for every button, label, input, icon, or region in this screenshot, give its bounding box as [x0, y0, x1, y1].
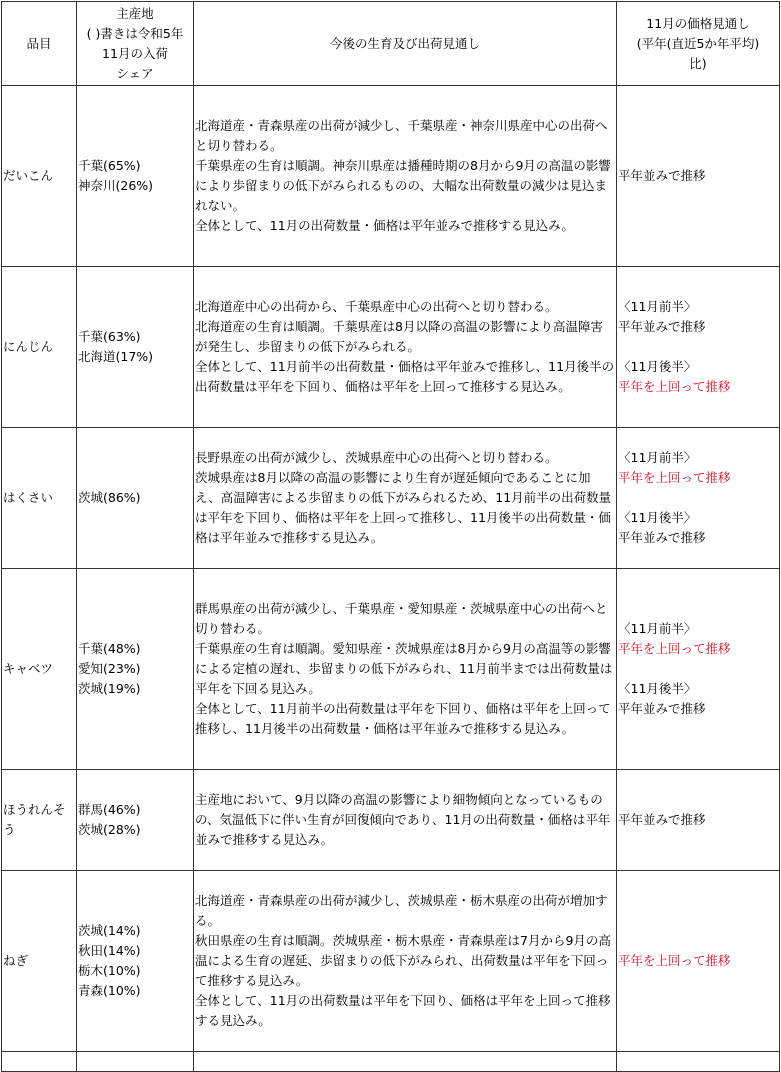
- item-name: キャベツ: [2, 569, 77, 770]
- table-row: [2, 569, 780, 770]
- header-row: [2, 2, 780, 86]
- outlook-text: 北海道産・青森県産の出荷が減少し、茨城県産・栃木県産の出荷が増加する。 秋田県産の生育は順調。茨城県産・栃木県産・青森県産は7月から9月の高温による生育の遅延、歩留まりの低下がみられ、出荷数量は平年を下回って推移する見込み。 全体として、11月の出荷数量は平年を下回り、価格は平年を上回って推移する見込み。: [194, 871, 617, 1052]
- header-outlook: 今後の生育及び出荷見通し: [194, 2, 617, 86]
- header-item: 品目: [2, 2, 77, 86]
- price-outlook: 平年並みで推移: [617, 770, 780, 871]
- price-outlook: 〈11月前半〉 平年を上回って推移 〈11月後半〉 平年並みで推移: [617, 428, 780, 569]
- table-row: [2, 428, 780, 569]
- region-share: 千葉(65%) 神奈川(26%): [77, 86, 194, 267]
- region-share: 群馬(46%) 茨城(28%): [77, 770, 194, 871]
- table-row: [2, 86, 780, 267]
- header-price: 11月の価格見通し (平年(直近5か年平均) 比): [617, 2, 780, 86]
- region-share: 茨城(86%): [77, 428, 194, 569]
- item-name: はくさい: [2, 428, 77, 569]
- table-row: [2, 770, 780, 871]
- price-outlook: 〈11月前半〉 平年を上回って推移 〈11月後半〉 平年並みで推移: [617, 569, 780, 770]
- table-row: [2, 1052, 780, 1072]
- price-outlook-table: [1, 1, 780, 1072]
- outlook-text: 主産地において、9月以降の高温の影響により細物傾向となっているものの、気温低下に伴い生育が回復傾向であり、11月の出荷数量・価格は平年並みで推移する見込み。: [194, 770, 617, 871]
- price-outlook: 平年を上回って推移: [617, 871, 780, 1052]
- price-outlook: 〈11月前半〉 平年並みで推移 〈11月後半〉 平年を上回って推移: [617, 267, 780, 428]
- item-name: だいこん: [2, 86, 77, 267]
- item-name: にんじん: [2, 267, 77, 428]
- outlook-text: 長野県産の出荷が減少し、茨城県産中心の出荷へと切り替わる。 茨城県産は8月以降の高温の影響により生育が遅延傾向であることに加え、高温障害による歩留まりの低下がみられるため、11月前半の出荷数量は平年を下回り、価格は平年を上回って推移し、11月後半の出荷数量・価格は平年並みで推移する見込み。: [194, 428, 617, 569]
- item-name: ほうれんそう: [2, 770, 77, 871]
- item-name: ねぎ: [2, 871, 77, 1052]
- table-row: [2, 871, 780, 1052]
- region-share: 茨城(14%) 秋田(14%) 栃木(10%) 青森(10%): [77, 871, 194, 1052]
- outlook-text: 群馬県産の出荷が減少し、千葉県産・愛知県産・茨城県産中心の出荷へと切り替わる。 千葉県産の生育は順調。愛知県産・茨城県産は8月から9月の高温等の影響による定植の遅れ、歩留まりの低下がみられ、11月前半までは出荷数量は平年を下回る見込み。 全体として、11月前半の出荷数量は平年を下回り、価格は平年を上回って推移し、11月後半の出荷数量・価格は平年並みで推移する見込み。: [194, 569, 617, 770]
- outlook-text: 北海道産中心の出荷から、千葉県産中心の出荷へと切り替わる。 北海道産の生育は順調。千葉県産は8月以降の高温の影響により高温障害が発生し、歩留まりの低下がみられる。 全体として、11月前半の出荷数量・価格は平年並みで推移し、11月後半の出荷数量は平年を下回り、価格は平年を上回って推移する見込み。: [194, 267, 617, 428]
- table-row: [2, 267, 780, 428]
- price-outlook: 平年並みで推移: [617, 86, 780, 267]
- header-region: 主産地 ( )書きは令和5年 11月の入荷 シェア: [77, 2, 194, 86]
- outlook-text: 北海道産・青森県産の出荷が減少し、千葉県産・神奈川県産中心の出荷へと切り替わる。 千葉県産の生育は順調。神奈川県産は播種時期の8月から9月の高温の影響により歩留まりの低下がみられるものの、大幅な出荷数量の減少は見込まれない。 全体として、11月の出荷数量・価格は平年並みで推移する見込み。: [194, 86, 617, 267]
- region-share: 千葉(63%) 北海道(17%): [77, 267, 194, 428]
- region-share: 千葉(48%) 愛知(23%) 茨城(19%): [77, 569, 194, 770]
